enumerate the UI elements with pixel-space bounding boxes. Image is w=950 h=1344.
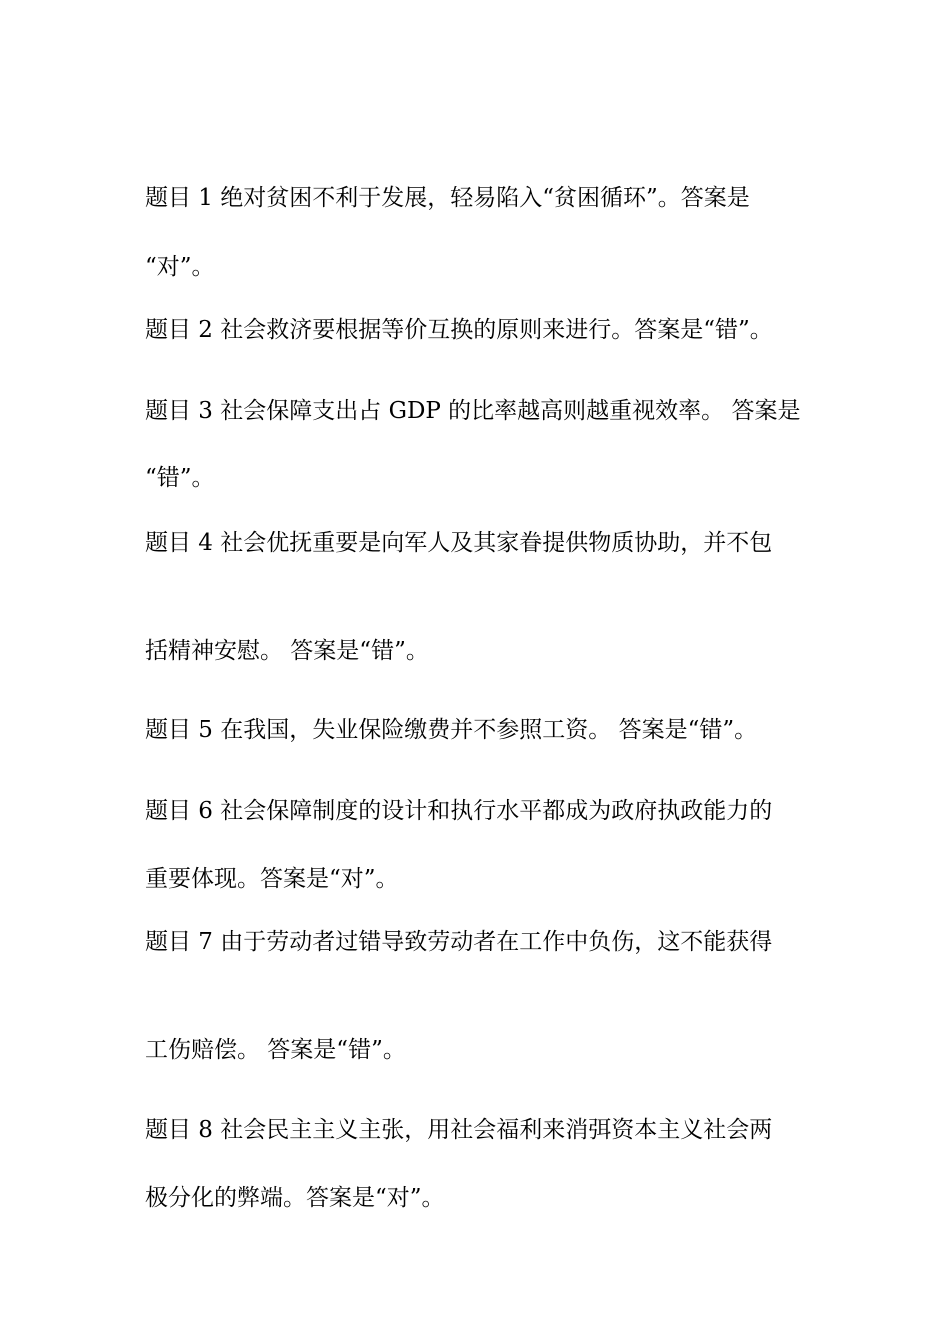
- question-4-line-1: 题目 4 社会优抚重要是向军人及其家眷提供物质协助，并不包: [145, 530, 773, 556]
- question-8-line-1: 题目 8 社会民主主义主张，用社会福利来消弭资本主义社会两: [145, 1117, 773, 1143]
- question-6-line-1: 题目 6 社会保障制度的设计和执行水平都成为政府执政能力的: [145, 798, 773, 824]
- question-6-line-2: 重要体现。答案是“对”。: [145, 866, 399, 892]
- question-3-line-2: “错”。: [145, 465, 215, 491]
- question-8-line-2: 极分化的弊端。答案是“对”。: [145, 1185, 445, 1211]
- question-1-line-1: 题目 1 绝对贫困不利于发展，轻易陷入“贫困循环”。答案是: [145, 185, 750, 211]
- question-5-line-1: 题目 5 在我国，失业保险缴费并不参照工资。 答案是“错”。: [145, 717, 758, 743]
- question-4-line-2: 括精神安慰。 答案是“错”。: [145, 638, 429, 664]
- question-1-line-2: “对”。: [145, 254, 215, 280]
- question-7-line-1: 题目 7 由于劳动者过错导致劳动者在工作中负伤，这不能获得: [145, 929, 773, 955]
- question-2-line-1: 题目 2 社会救济要根据等价互换的原则来进行。答案是“错”。: [145, 317, 773, 343]
- question-3-line-1: 题目 3 社会保障支出占 GDP 的比率越高则越重视效率。 答案是: [145, 398, 801, 424]
- question-7-line-2: 工伤赔偿。 答案是“错”。: [145, 1037, 406, 1063]
